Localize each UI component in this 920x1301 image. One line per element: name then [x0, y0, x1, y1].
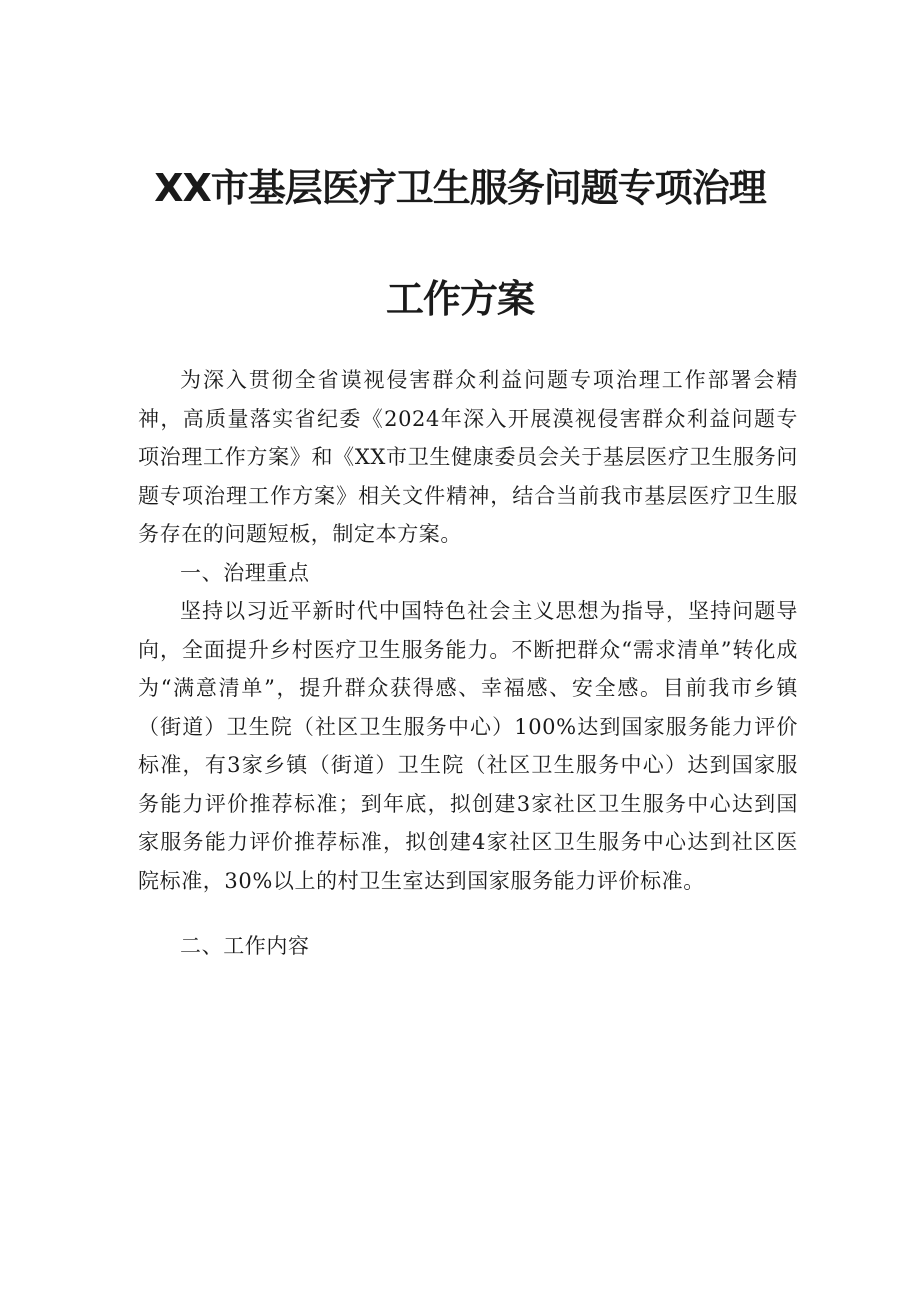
document-body — [138, 361, 798, 966]
document-title-line-1: XX市基层医疗卫生服务问题专项治理 — [154, 166, 766, 210]
section-1-heading: 一、治理重点 — [180, 560, 310, 585]
document-title-line-2: 工作方案 — [385, 277, 534, 321]
section-1-paragraph: 坚持以习近平新时代中国特色社会主义思想为指导，坚持问题导向，全面提升乡村医疗卫生服务能力。不断把群众“需求清单”转化成为“满意清单”，提升群众获得感、幸福感、安全感。目前我市乡镇（街道）卫生院（社区卫生服务中心）100%达到国家服务能力评价标准，有3家乡镇（街道）卫生院（社区卫生服务中心）达到国家服务能力评价推荐标准；到年底，拟创建3家社区卫生服务中心达到国家服务能力评价推荐标准，拟创建4家社区卫生服务中心达到社区医院标准，30%以上的村卫生室达到国家服务能力评价标准。 — [138, 599, 798, 893]
section-2-heading: 二、工作内容 — [180, 934, 310, 958]
section-gap — [138, 900, 798, 927]
intro-paragraph: 为深入贯彻全省谟视侵害群众利益问题专项治理工作部署会精神，高质量落实省纪委《2024年深入开展漠视侵害群众利益问题专项治理工作方案》和《XX市卫生健康委员会关于基层医疗卫生服务问题专项治理工作方案》相关文件精神，结合当前我市基层医疗卫生服务存在的问题短板，制定本方案。 — [138, 368, 798, 546]
